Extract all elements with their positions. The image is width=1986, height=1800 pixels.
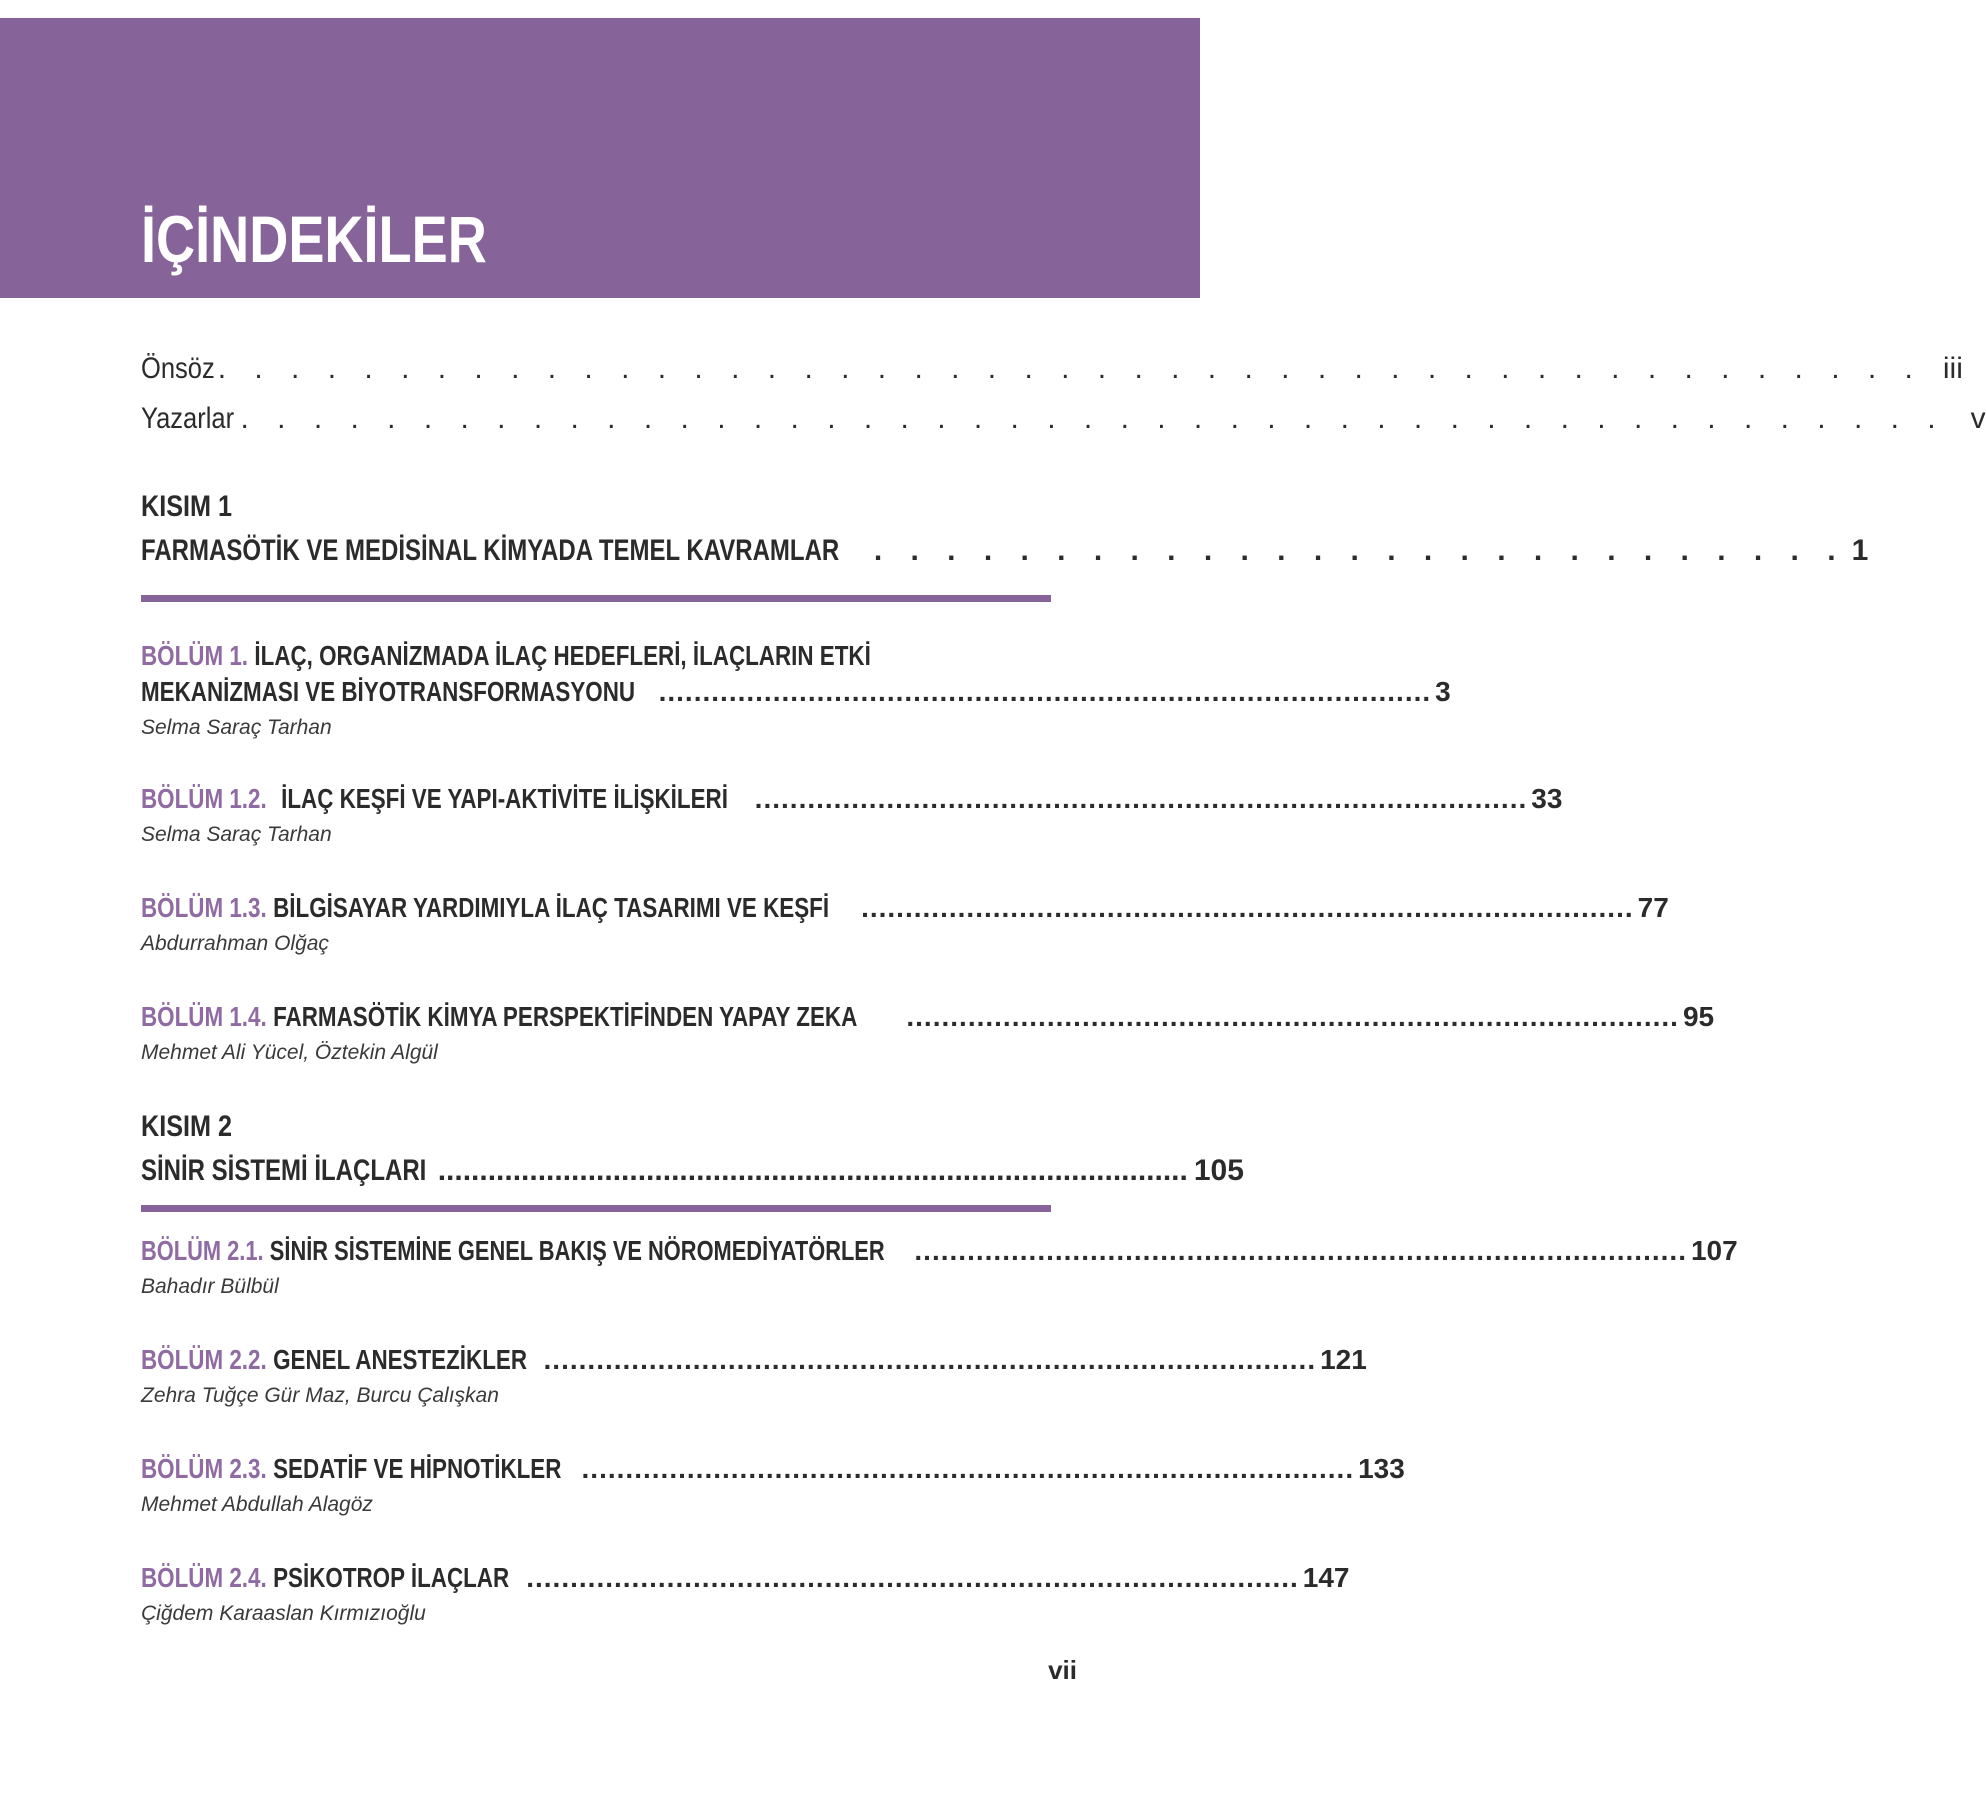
chapter-authors: Selma Saraç Tarhan — [141, 716, 332, 739]
chapter-page: 147 — [1302, 1562, 1350, 1593]
toc-entry-page: v — [1970, 402, 1986, 435]
chapter-title-line — [141, 1001, 1715, 1033]
leader-dots: ........................................................................................ — [754, 783, 1528, 814]
part-title: FARMASÖTİK VE MEDİSİNAL KİMYADA TEMEL KAVRAMLAR — [141, 534, 840, 567]
chapter-title: BİLGİSAYAR YARDIMIYLA İLAÇ TASARIMI VE KEŞFİ — [273, 892, 830, 923]
leader-dots: ........................................................................................ — [914, 1235, 1687, 1266]
chapter-title-line — [141, 1562, 1350, 1594]
toc-chapter-2-4[interactable] — [141, 1562, 1350, 1626]
toc-chapter-1-2[interactable] — [141, 783, 1563, 847]
chapter-title-line — [141, 1453, 1405, 1485]
chapter-title-line — [141, 676, 1451, 708]
chapter-authors: Çiğdem Karaaslan Kırmızıoğlu — [141, 1602, 426, 1625]
part-title-row — [141, 1154, 1244, 1188]
toc-chapter-1[interactable] — [141, 640, 1451, 740]
leader-dots: ........................................................................................ — [861, 892, 1634, 923]
toc-entry-label: Yazarlar — [141, 402, 235, 435]
leader-dots: . . . . . . . . . . . . . . . . . . . . . . . . . . . . . . . . . . . . . . . . . . . . . . . — [217, 352, 1923, 385]
chapter-authors: Zehra Tuğçe Gür Maz, Burcu Çalışkan — [141, 1384, 499, 1407]
chapter-number: BÖLÜM 1. — [141, 640, 249, 671]
toc-entry-preface[interactable] — [141, 352, 1963, 386]
page-title: İÇİNDEKİLER — [141, 202, 487, 276]
toc-entry-authors[interactable] — [141, 402, 1986, 436]
chapter-title: SİNİR SİSTEMİNE GENEL BAKIŞ VE NÖROMEDİYATÖRLER — [269, 1235, 885, 1266]
chapter-number: BÖLÜM 1.3. — [141, 892, 267, 923]
chapter-title-line — [141, 640, 1039, 672]
chapter-number: BÖLÜM 2.3. — [141, 1453, 267, 1484]
chapter-authors: Mehmet Abdullah Alagöz — [141, 1493, 373, 1516]
chapter-title-line — [141, 892, 1669, 924]
leader-dots: . . . . . . . . . . . . . . . . . . . . . . . . . . . — [873, 534, 1846, 567]
chapter-page: 121 — [1320, 1344, 1367, 1375]
toc-chapter-1-4[interactable] — [141, 1001, 1715, 1065]
chapter-title: İLAÇ, ORGANİZMADA İLAÇ HEDEFLERİ, İLAÇLARIN ETKİ — [254, 640, 871, 671]
chapter-page: 133 — [1358, 1453, 1405, 1484]
chapter-authors: Bahadır Bülbül — [141, 1275, 279, 1298]
toc-part-1[interactable] — [141, 490, 1869, 568]
chapter-title: FARMASÖTİK KİMYA PERSPEKTİFİNDEN YAPAY ZEKA — [273, 1001, 858, 1032]
leader-dots: ........................................................................................ — [543, 1344, 1317, 1375]
page-number: vii — [1048, 1655, 1077, 1685]
chapter-title: GENEL ANESTEZİKLER — [273, 1344, 528, 1375]
chapter-title: SEDATİF VE HİPNOTİKLER — [273, 1453, 562, 1484]
part-title-row — [141, 534, 1869, 568]
section-divider — [141, 1205, 1051, 1212]
leader-dots: ........................................................................................ — [658, 676, 1432, 707]
part-title: SİNİR SİSTEMİ İLAÇLARI — [141, 1154, 427, 1187]
leader-dots: ........................................................................................ — [526, 1562, 1299, 1593]
chapter-title: İLAÇ KEŞFİ VE YAPI-AKTİVİTE İLİŞKİLERİ — [281, 783, 728, 814]
toc-chapter-1-3[interactable] — [141, 892, 1669, 956]
part-label: KISIM 1 — [141, 490, 233, 523]
section-divider — [141, 595, 1051, 602]
chapter-number: BÖLÜM 2.4. — [141, 1562, 267, 1593]
chapter-title: MEKANİZMASI VE BİYOTRANSFORMASYONU — [141, 676, 636, 707]
chapter-title-line — [141, 783, 1563, 815]
part-label: KISIM 2 — [141, 1110, 233, 1143]
leader-dots: ........................................................................................ — [581, 1453, 1355, 1484]
chapter-authors: Abdurrahman Olğaç — [141, 932, 329, 955]
chapter-title-line — [141, 1344, 1367, 1376]
toc-entry-label: Önsöz — [141, 352, 215, 385]
chapter-page: 33 — [1531, 783, 1563, 814]
chapter-page: 107 — [1690, 1235, 1738, 1266]
toc-chapter-2-3[interactable] — [141, 1453, 1405, 1517]
chapter-number: BÖLÜM 1.2. — [141, 783, 267, 814]
chapter-number: BÖLÜM 2.2. — [141, 1344, 267, 1375]
chapter-page: 3 — [1435, 676, 1451, 707]
chapter-page: 77 — [1637, 892, 1669, 923]
toc-part-2[interactable] — [141, 1110, 1244, 1188]
toc-chapter-2-1[interactable] — [141, 1235, 1738, 1299]
leader-dots: ........................................................................................ — [906, 1001, 1679, 1032]
part-page: 1 — [1851, 534, 1869, 567]
chapter-title: PSİKOTROP İLAÇLAR — [273, 1562, 510, 1593]
part-page: 105 — [1193, 1154, 1244, 1187]
chapter-number: BÖLÜM 1.4. — [141, 1001, 267, 1032]
chapter-number: BÖLÜM 2.1. — [141, 1235, 264, 1266]
toc-chapter-2-2[interactable] — [141, 1344, 1367, 1408]
chapter-authors: Mehmet Ali Yücel, Öztekin Algül — [141, 1041, 438, 1064]
chapter-authors: Selma Saraç Tarhan — [141, 823, 332, 846]
chapter-page: 95 — [1682, 1001, 1715, 1032]
leader-dots: . . . . . . . . . . . . . . . . . . . . . . . . . . . . . . . . . . . . . . . . . . . . . . . — [240, 402, 1946, 435]
toc-entry-page: iii — [1942, 352, 1963, 385]
leader-dots: .......................................................................................... — [437, 1154, 1188, 1187]
chapter-title-line — [141, 1235, 1738, 1267]
